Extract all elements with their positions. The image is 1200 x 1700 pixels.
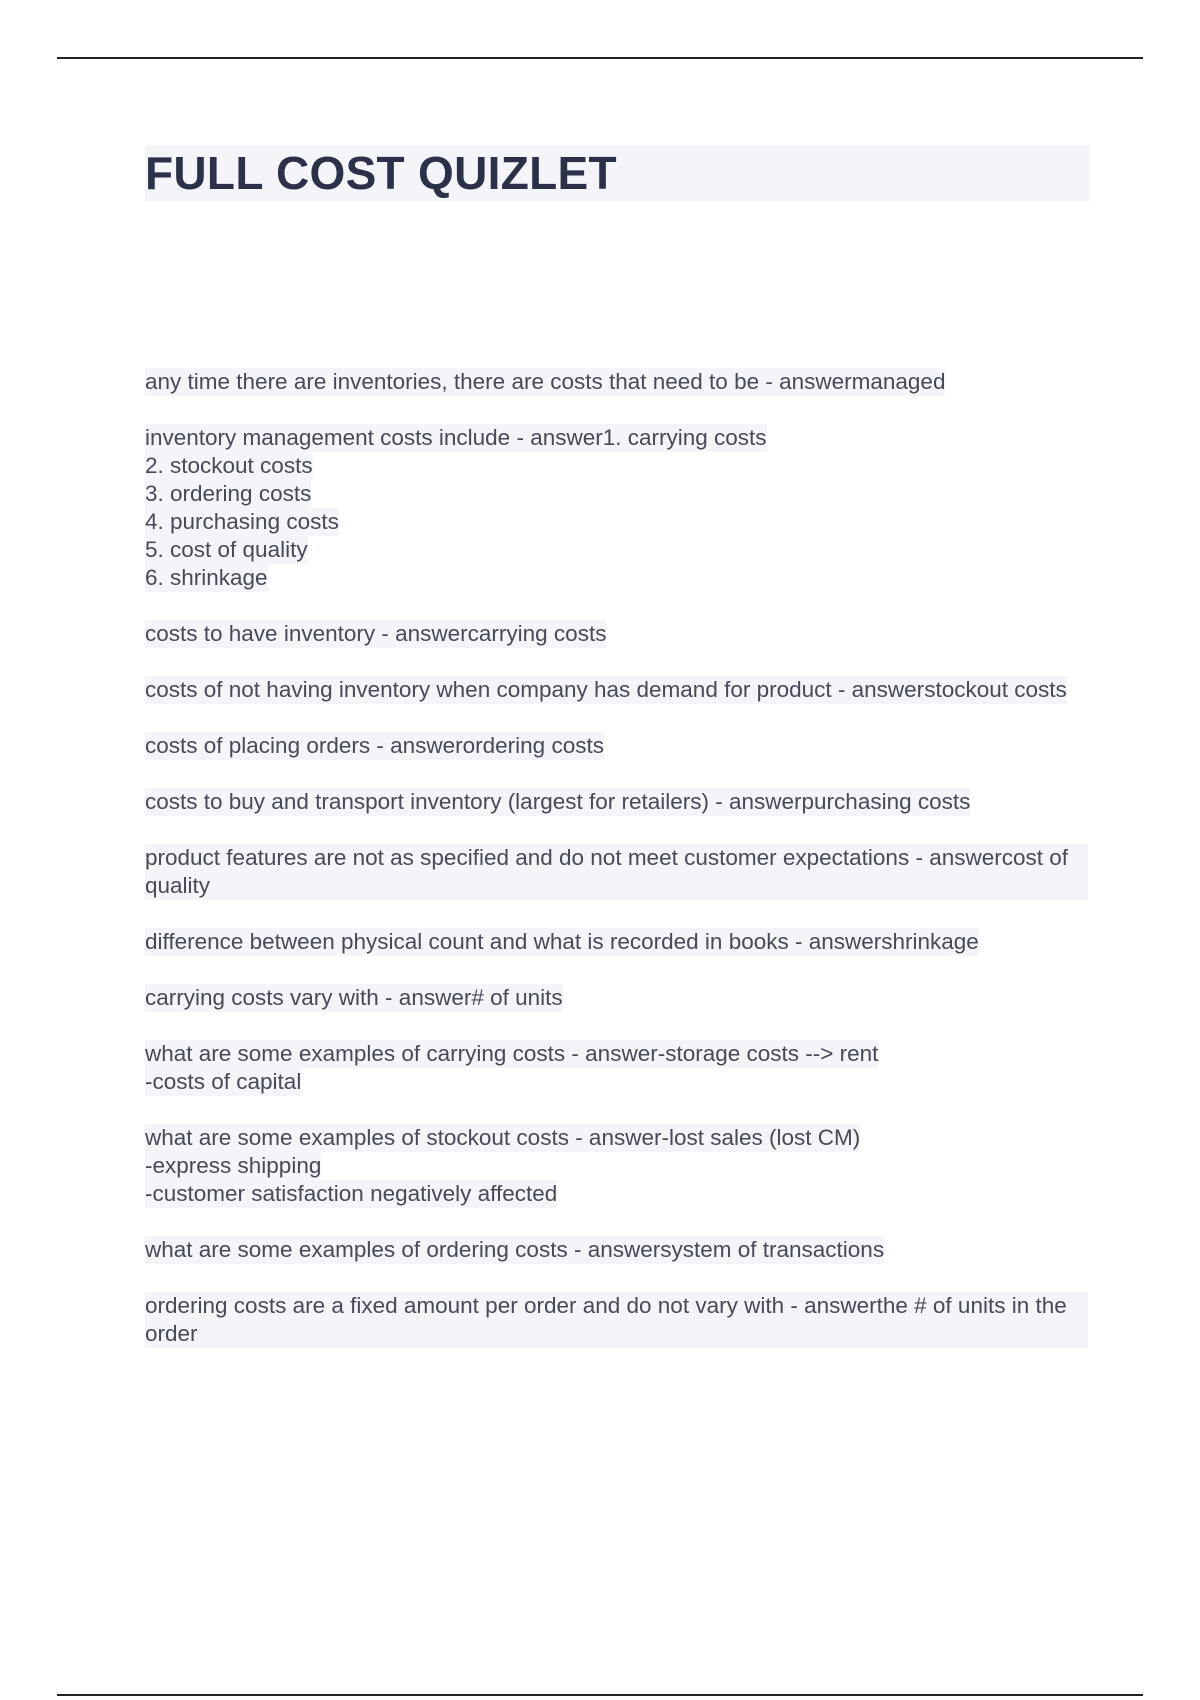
flashcard-answer: 1. carrying costs — [602, 425, 767, 450]
flashcard-answer: managed — [851, 369, 946, 394]
flashcard-item — [145, 788, 1090, 844]
flashcard-question: difference between physical count and what is recorded in books - answer — [145, 929, 882, 954]
flashcard-item — [145, 368, 1090, 424]
flashcard-answer: -storage costs --> rent — [657, 1041, 879, 1066]
flashcard-answer: shrinkage — [881, 929, 979, 954]
flashcard-item — [145, 984, 1090, 1040]
flashcard-text — [145, 984, 565, 1012]
flashcard-item — [145, 620, 1090, 676]
flashcard-first-line — [145, 1236, 884, 1264]
flashcard-item — [145, 844, 1090, 928]
flashcard-answer-line: 5. cost of quality — [145, 537, 308, 562]
flashcard-question: what are some examples of ordering costs - answer — [145, 1237, 661, 1262]
top-rule — [57, 57, 1143, 59]
flashcard-item — [145, 676, 1090, 732]
flashcard-item — [145, 928, 1090, 984]
flashcard-item — [145, 424, 1090, 620]
flashcard-answer-line: -costs of capital — [145, 1069, 302, 1094]
flashcard-text — [145, 788, 972, 816]
flashcard-text — [145, 844, 1090, 900]
flashcard-answer: # of units — [471, 985, 563, 1010]
flashcard-text — [145, 1124, 862, 1208]
flashcard-text — [145, 1236, 886, 1264]
flashcard-answer: carrying costs — [467, 621, 607, 646]
flashcard-text — [145, 928, 981, 956]
flashcard-text — [145, 424, 769, 592]
flashcard-answer-line: 2. stockout costs — [145, 453, 313, 478]
flashcard-text — [145, 676, 1069, 704]
flashcard-first-line — [145, 620, 606, 648]
flashcard-first-line — [145, 844, 1088, 900]
flashcard-item — [145, 732, 1090, 788]
flashcard-answer: -lost sales (lost CM) — [661, 1125, 861, 1150]
flashcard-list — [145, 368, 1090, 1376]
flashcard-answer-line: -express shipping — [145, 1153, 322, 1178]
flashcard-item — [145, 1292, 1090, 1376]
flashcard-question: what are some examples of stockout costs - answer — [145, 1125, 662, 1150]
flashcard-question: any time there are inventories, there are costs that need to be - answer — [145, 369, 852, 394]
flashcard-item — [145, 1236, 1090, 1292]
flashcard-first-line — [145, 984, 563, 1012]
flashcard-answer: stockout costs — [924, 677, 1067, 702]
flashcard-text — [145, 1292, 1090, 1348]
flashcard-question: costs to buy and transport inventory (largest for retailers) - answer — [145, 789, 802, 814]
flashcard-answer: system of transactions — [660, 1237, 885, 1262]
flashcard-answer: cost of quality — [145, 845, 1069, 898]
flashcard-text — [145, 1040, 880, 1096]
flashcard-answer-line: -customer satisfaction negatively affected — [145, 1181, 558, 1206]
flashcard-text — [145, 368, 947, 396]
flashcard-text — [145, 620, 608, 648]
bottom-rule — [57, 1694, 1143, 1696]
flashcard-item — [145, 1040, 1090, 1124]
flashcard-first-line — [145, 424, 767, 452]
flashcard-answer-line: 4. purchasing costs — [145, 509, 339, 534]
document-title: FULL COST QUIZLET — [145, 145, 1090, 201]
flashcard-first-line — [145, 1292, 1088, 1348]
flashcard-item — [145, 1124, 1090, 1236]
flashcard-question: costs to have inventory - answer — [145, 621, 468, 646]
document-body — [145, 145, 1090, 1376]
flashcard-first-line — [145, 788, 970, 816]
flashcard-first-line — [145, 732, 604, 760]
flashcard-question: inventory management costs include - answer — [145, 425, 603, 450]
flashcard-question: ordering costs are a fixed amount per order and do not vary with - answer — [145, 1293, 877, 1318]
flashcard-question: what are some examples of carrying costs - answer — [145, 1041, 658, 1066]
flashcard-answer-line: 3. ordering costs — [145, 481, 312, 506]
flashcard-answer-line: 6. shrinkage — [145, 565, 268, 590]
flashcard-answer: the # of units in the order — [145, 1293, 1067, 1346]
flashcard-first-line — [145, 1124, 860, 1152]
flashcard-text — [145, 732, 606, 760]
flashcard-first-line — [145, 1040, 878, 1068]
flashcard-question: costs of not having inventory when company has demand for product - answer — [145, 677, 925, 702]
flashcard-answer: purchasing costs — [801, 789, 971, 814]
flashcard-question: product features are not as specified and do not meet customer expectations - answer — [145, 845, 1002, 870]
flashcard-first-line — [145, 676, 1067, 704]
flashcard-first-line — [145, 368, 945, 396]
flashcard-first-line — [145, 928, 979, 956]
flashcard-question: costs of placing orders - answer — [145, 733, 463, 758]
flashcard-answer: ordering costs — [462, 733, 604, 758]
flashcard-question: carrying costs vary with - answer — [145, 985, 472, 1010]
